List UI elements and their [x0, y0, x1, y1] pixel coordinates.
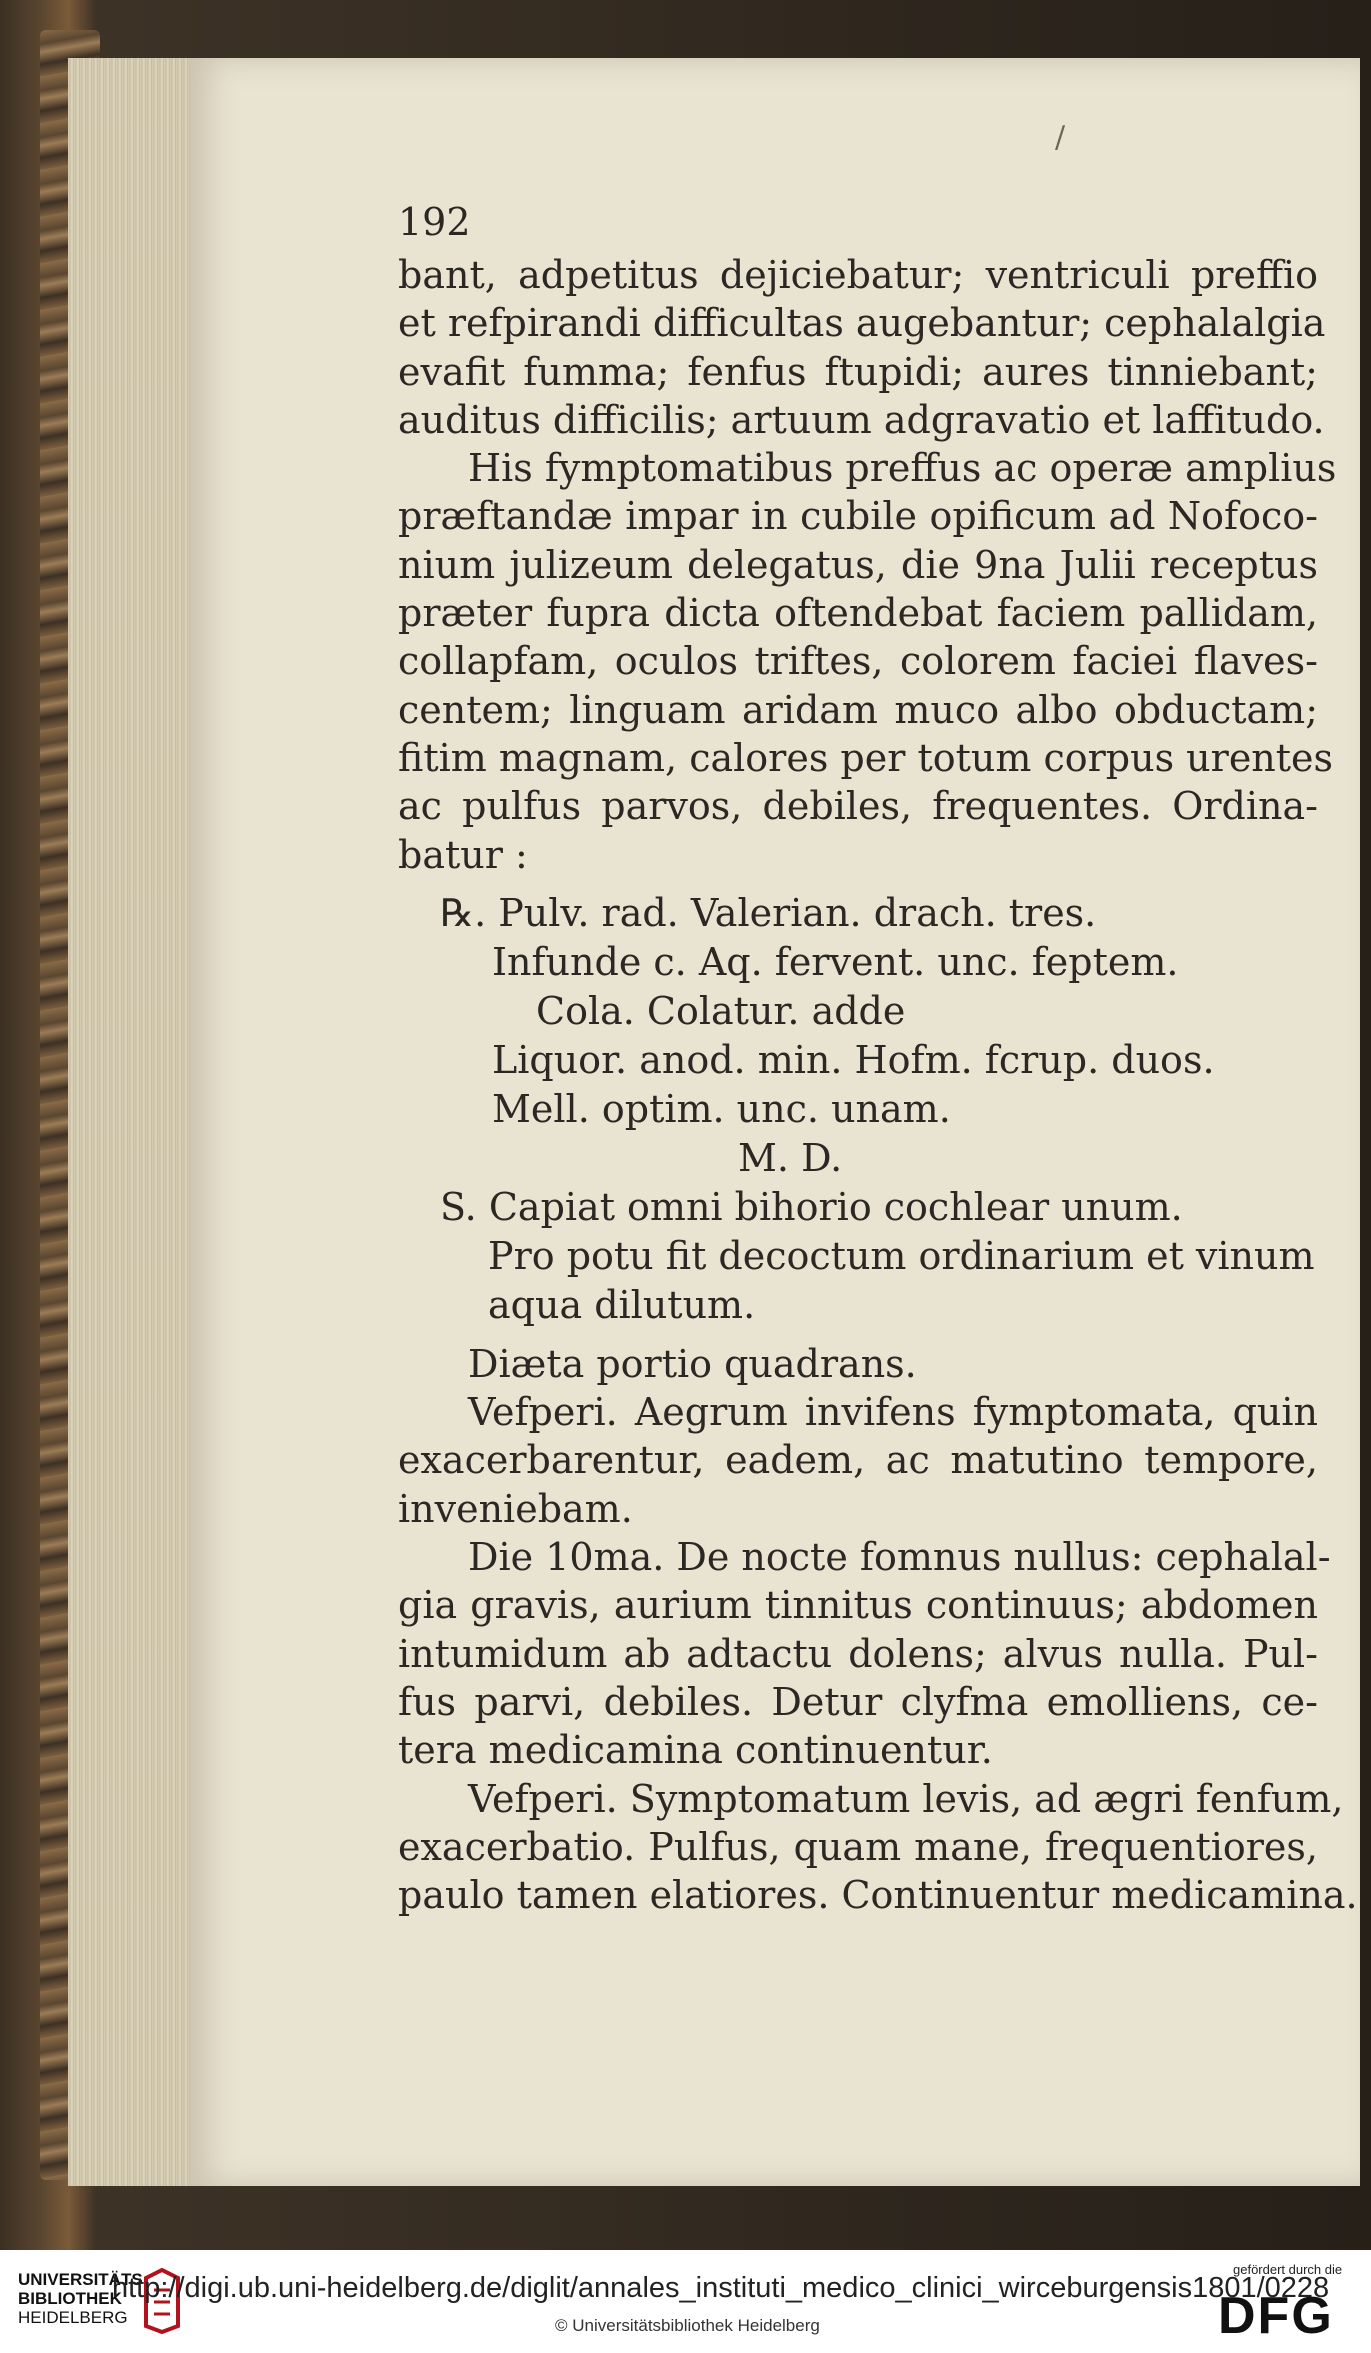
- copyright-text: © Universitätsbibliothek Heidelberg: [555, 2316, 820, 2335]
- prescription-md: M. D.: [738, 1135, 843, 1180]
- permalink-url[interactable]: http://digi.ub.uni-heidelberg.de/diglit/annales_instituti_medico_clinici_wirceburgensis1801/0228: [112, 2272, 1330, 2304]
- text-line: exacerbatio. Pulfus, quam mane, frequentiores,: [398, 1824, 1318, 1869]
- prescription-line: aqua dilutum.: [488, 1282, 756, 1327]
- text-line: paulo tamen elatiores. Continuentur medicamina.: [398, 1873, 1358, 1918]
- prescription-line: Infunde c. Aq. fervent. unc. feptem.: [492, 939, 1179, 984]
- text-line: nium julizeum delegatus, die 9na Julii receptus: [398, 542, 1318, 587]
- text-line: Vefperi. Aegrum invifens fymptomata, quin: [468, 1390, 1318, 1435]
- text-line: fus parvi, debiles. Detur clyfma emolliens, ce-: [398, 1679, 1318, 1724]
- prescription-signa: S. Capiat omni bihorio cochlear unum.: [440, 1184, 1183, 1229]
- text-line: His fymptomatibus preffus ac operæ amplius: [468, 446, 1337, 491]
- dfg-logo[interactable]: DFG: [1218, 2287, 1334, 2345]
- text-line: Die 10ma. De nocte fomnus nullus: cephalal-: [468, 1535, 1331, 1580]
- pencil-mark: /: [1055, 120, 1066, 155]
- text-line: exacerbarentur, eadem, ac matutino tempore,: [398, 1438, 1318, 1483]
- text-line: gia gravis, aurium tinnitus continuus; abdomen: [398, 1583, 1318, 1628]
- text-line: fitim magnam, calores per totum corpus urentes: [398, 735, 1334, 780]
- ub-heidelberg-logo[interactable]: UNIVERSITÄTS BIBLIOTHEK HEIDELBERG: [18, 2270, 143, 2327]
- prescription-line: ℞. Pulv. rad. Valerian. drach. tres.: [440, 890, 1097, 935]
- page-number: 192: [398, 200, 471, 244]
- text-line: et refpirandi difficultas augebantur; cephalalgia: [398, 301, 1326, 346]
- prescription-line: Cola. Colatur. adde: [536, 988, 906, 1033]
- text-line: collapfam, oculos triftes, colorem faciei flaves-: [398, 639, 1318, 684]
- prescription-line: Mell. optim. unc. unam.: [492, 1086, 951, 1131]
- text-line: præter fupra dicta oftendebat faciem pallidam,: [398, 591, 1318, 636]
- text-line: præftandæ impar in cubile opificum ad Nofoco-: [398, 494, 1318, 539]
- text-line: inveniebam.: [398, 1486, 633, 1531]
- funded-by-label: gefördert durch die: [1233, 2262, 1343, 2277]
- page-text: [398, 193, 1358, 1919]
- text-line: tera medicamina continuentur.: [398, 1728, 993, 1773]
- text-line: centem; linguam aridam muco albo obductam;: [398, 687, 1318, 732]
- prescription-line: Pro potu fit decoctum ordinarium et vinum: [488, 1233, 1315, 1278]
- prescription-line: Liquor. anod. min. Hofm. fcrup. duos.: [492, 1037, 1215, 1082]
- page-edges: [68, 58, 198, 2186]
- text-line: auditus difficilis; artuum adgravatio et laffitudo.: [398, 397, 1325, 442]
- text-line: intumidum ab adtactu dolens; alvus nulla. Pul-: [398, 1631, 1318, 1676]
- footer-bar: [0, 2250, 1371, 2353]
- text-line: bant, adpetitus dejiciebatur; ventriculi preffio: [398, 253, 1318, 297]
- text-line: batur :: [398, 832, 528, 877]
- text-line: ac pulfus parvos, debiles, frequentes. Ordina-: [398, 784, 1318, 829]
- text-line: Diæta portio quadrans.: [468, 1341, 917, 1386]
- text-line: evafit fumma; fenfus ftupidi; aures tinniebant;: [398, 349, 1318, 394]
- text-line: Vefperi. Symptomatum levis, ad ægri fenfum,: [468, 1776, 1344, 1821]
